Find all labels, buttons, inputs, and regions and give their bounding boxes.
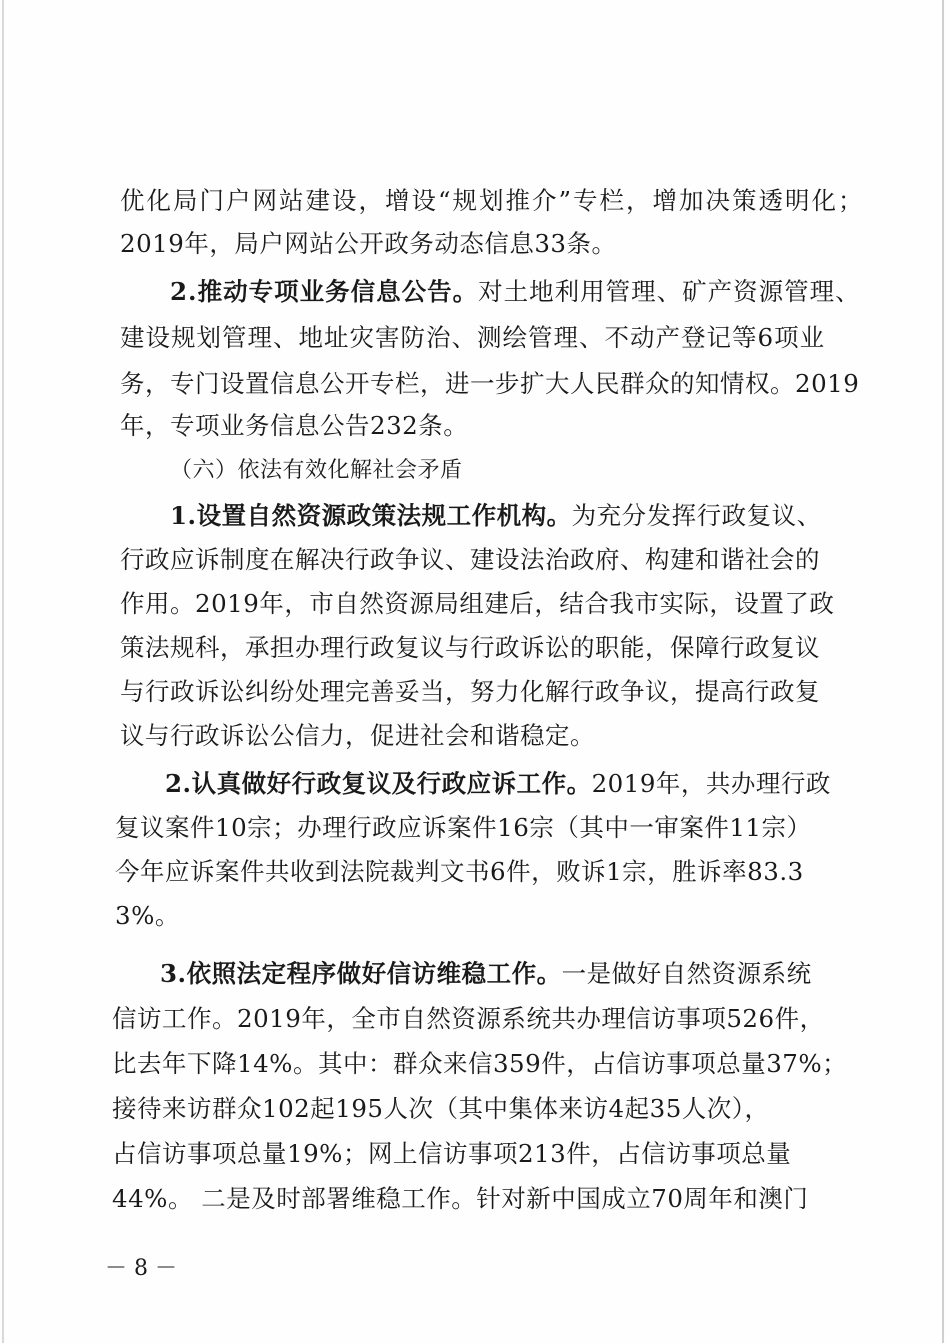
line-text: 接待来访群众102起195人次（其中集体来访4起35人次），: [112, 1094, 770, 1123]
text-line: [120, 588, 834, 620]
text-line: [115, 900, 180, 932]
text-line: [120, 368, 859, 400]
line-text: 今年应诉案件共收到法院裁判文书6件，败诉1宗，胜诉率83.3: [115, 857, 804, 886]
line-text: 2019年，局户网站公开政务动态信息33条。: [120, 229, 617, 258]
text-line: [112, 1003, 825, 1035]
line-text: 信访工作。2019年，全市自然资源系统共办理信访事项526件，: [112, 1004, 825, 1033]
line-text: 复议案件10宗；办理行政应诉案件16宗（其中一审案件11宗）: [115, 813, 812, 842]
text-line: [120, 544, 820, 576]
line-text: 3%。: [115, 901, 180, 930]
line-text: 优化局门户网站建设，增设“规划推介”专栏，增加决策透明化；: [120, 186, 865, 215]
page-number: － 8 －: [105, 1256, 177, 1281]
line-text: 44%。 二是及时部署维稳工作。针对新中国成立70周年和澳门: [112, 1184, 809, 1213]
line-text: 议与行政诉讼公信力，促进社会和谐稳定。: [120, 721, 595, 750]
line-text: 一是做好自然资源系统: [561, 959, 812, 988]
text-line: [170, 276, 861, 308]
line-text: 务，专门设置信息公开专栏，进一步扩大人民群众的知情权。2019: [120, 369, 860, 398]
line-text: 策法规科，承担办理行政复议与行政诉讼的职能，保障行政复议: [120, 633, 820, 662]
section-heading: [170, 454, 463, 487]
text-line: [120, 410, 468, 442]
line-heading: 2.推动专项业务信息公告。: [170, 277, 479, 306]
text-line: [120, 720, 595, 752]
scan-left-edge: [2, 0, 4, 1343]
line-text: 作用。2019年，市自然资源局组建后，结合我市实际，设置了政: [120, 589, 835, 618]
text-line: [170, 500, 822, 532]
line-text: 行政应诉制度在解决行政争议、建设法治政府、构建和谐社会的: [120, 545, 820, 574]
line-text: （六）依法有效化解社会矛盾: [170, 458, 463, 483]
line-heading: 3.依照法定程序做好信访维稳工作。: [160, 959, 562, 988]
line-text: 建设规划管理、地址灾害防治、测绘管理、不动产登记等6项业: [120, 323, 826, 352]
text-line: [120, 676, 820, 708]
line-text: 与行政诉讼纠纷处理完善妥当，努力化解行政争议，提高行政复: [120, 677, 820, 706]
line-text: 2019年，共办理行政: [591, 769, 831, 798]
text-line: [115, 856, 804, 888]
line-text: 对土地利用管理、矿产资源管理、: [478, 277, 861, 306]
text-line: [165, 768, 831, 800]
line-text: 年，专项业务信息公告232条。: [120, 411, 469, 440]
text-line: [112, 1048, 847, 1080]
text-line: [112, 1093, 770, 1125]
line-text: 占信访事项总量19%；网上信访事项213件，占信访事项总量: [112, 1139, 792, 1168]
text-line: [120, 322, 825, 354]
text-line: [160, 958, 812, 990]
line-heading: 1.设置自然资源政策法规工作机构。: [170, 501, 572, 530]
text-line: [115, 812, 812, 844]
text-line: [120, 632, 820, 664]
line-text: 为充分发挥行政复议、: [571, 501, 822, 530]
line-heading: 2.认真做好行政复议及行政应诉工作。: [165, 769, 592, 798]
text-line: [112, 1183, 808, 1215]
line-text: 比去年下降14%。其中：群众来信359件，占信访事项总量37%；: [112, 1049, 848, 1078]
text-line: [112, 1138, 791, 1170]
scan-right-edge: [942, 0, 944, 1343]
text-line: [120, 228, 617, 260]
text-line: [120, 185, 865, 217]
